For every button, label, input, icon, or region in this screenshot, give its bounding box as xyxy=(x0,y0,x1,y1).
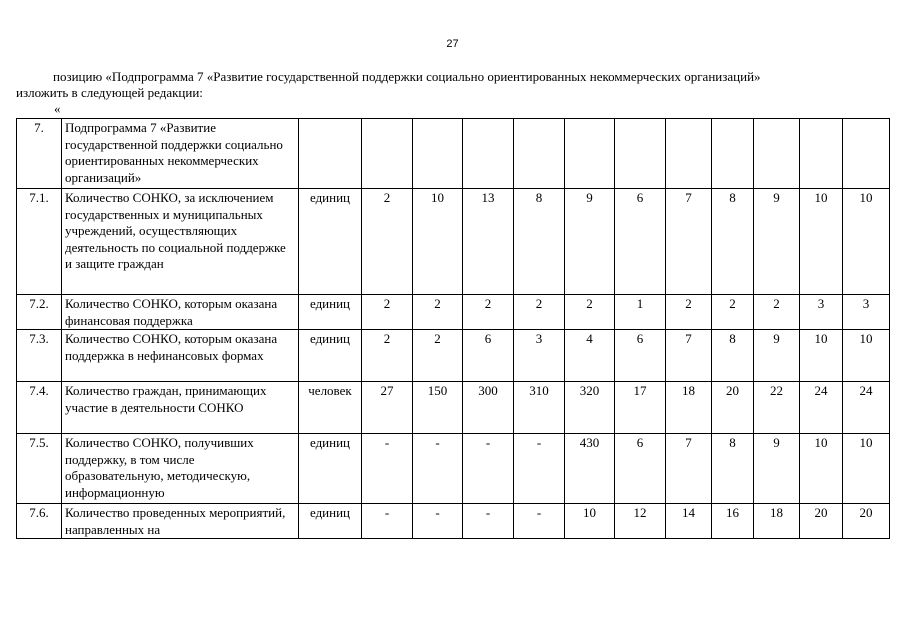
table-row xyxy=(17,504,890,539)
value-cell: 10 xyxy=(800,189,843,295)
indicator-name-cell: Количество СОНКО, которым оказана финансовая поддержка xyxy=(62,295,299,330)
value-cell: 2 xyxy=(754,295,800,330)
value-cell: 3 xyxy=(800,295,843,330)
unit-cell: человек xyxy=(299,382,362,434)
intro-line-2: изложить в следующей редакции: xyxy=(16,85,203,100)
row-number-cell: 7.1. xyxy=(17,189,62,295)
value-cell: 1 xyxy=(615,295,666,330)
value-cell: 320 xyxy=(565,382,615,434)
indicators-table xyxy=(16,118,890,539)
value-cell: 150 xyxy=(413,382,463,434)
value-cell: 2 xyxy=(666,295,712,330)
unit-cell: единиц xyxy=(299,434,362,504)
table-row xyxy=(17,295,890,330)
value-cell: - xyxy=(413,434,463,504)
value-cell: 18 xyxy=(754,504,800,539)
value-cell: 10 xyxy=(800,434,843,504)
value-cell: 3 xyxy=(843,295,890,330)
value-cell: 430 xyxy=(565,434,615,504)
value-cell xyxy=(463,119,514,189)
value-cell: 10 xyxy=(413,189,463,295)
table-body xyxy=(17,119,890,539)
value-cell: 20 xyxy=(712,382,754,434)
value-cell xyxy=(754,119,800,189)
value-cell: 3 xyxy=(514,330,565,382)
row-number-cell: 7.2. xyxy=(17,295,62,330)
value-cell: 20 xyxy=(843,504,890,539)
value-cell xyxy=(413,119,463,189)
value-cell: - xyxy=(463,434,514,504)
value-cell: 2 xyxy=(712,295,754,330)
page-number: 27 xyxy=(446,38,459,50)
value-cell: 9 xyxy=(754,330,800,382)
value-cell: 7 xyxy=(666,434,712,504)
row-number-cell: 7.3. xyxy=(17,330,62,382)
indicator-name-cell: Количество СОНКО, за исключением государственных и муниципальных учреждений, осуществляющих деятельность по социальной поддержке и защите граждан xyxy=(62,189,299,295)
value-cell: 2 xyxy=(413,295,463,330)
intro-line-1: позицию «Подпрограмма 7 «Развитие государственной поддержки социально ориентированных некоммерческих организаций» xyxy=(53,69,761,84)
value-cell: 2 xyxy=(362,189,413,295)
value-cell xyxy=(362,119,413,189)
value-cell: 27 xyxy=(362,382,413,434)
indicator-name-cell: Количество граждан, принимающих участие в деятельности СОНКО xyxy=(62,382,299,434)
value-cell: 8 xyxy=(514,189,565,295)
value-cell xyxy=(800,119,843,189)
value-cell: 9 xyxy=(565,189,615,295)
value-cell: 7 xyxy=(666,330,712,382)
indicator-name-cell: Количество проведенных мероприятий, направленных на xyxy=(62,504,299,539)
value-cell: 6 xyxy=(615,189,666,295)
value-cell: - xyxy=(514,504,565,539)
value-cell: 12 xyxy=(615,504,666,539)
value-cell: 10 xyxy=(843,330,890,382)
value-cell: 2 xyxy=(514,295,565,330)
value-cell: 10 xyxy=(800,330,843,382)
value-cell: 2 xyxy=(463,295,514,330)
unit-cell: единиц xyxy=(299,504,362,539)
value-cell: 6 xyxy=(463,330,514,382)
value-cell xyxy=(666,119,712,189)
opening-quote-mark: « xyxy=(54,101,61,116)
value-cell xyxy=(565,119,615,189)
unit-cell xyxy=(299,119,362,189)
value-cell xyxy=(843,119,890,189)
value-cell: 9 xyxy=(754,434,800,504)
value-cell: 310 xyxy=(514,382,565,434)
value-cell: 16 xyxy=(712,504,754,539)
value-cell xyxy=(712,119,754,189)
table-row xyxy=(17,382,890,434)
value-cell: 4 xyxy=(565,330,615,382)
row-number-cell: 7.6. xyxy=(17,504,62,539)
value-cell: 20 xyxy=(800,504,843,539)
value-cell: 10 xyxy=(565,504,615,539)
indicator-name-cell: Подпрограмма 7 «Развитие государственной поддержки социально ориентированных некоммерческих организаций» xyxy=(62,119,299,189)
value-cell: 14 xyxy=(666,504,712,539)
value-cell: 6 xyxy=(615,434,666,504)
intro-paragraph xyxy=(16,69,888,101)
table-row xyxy=(17,330,890,382)
value-cell: 10 xyxy=(843,434,890,504)
value-cell: 8 xyxy=(712,330,754,382)
value-cell: - xyxy=(514,434,565,504)
value-cell: 24 xyxy=(843,382,890,434)
value-cell: 10 xyxy=(843,189,890,295)
value-cell: 13 xyxy=(463,189,514,295)
value-cell: - xyxy=(413,504,463,539)
value-cell: 8 xyxy=(712,189,754,295)
value-cell: 2 xyxy=(362,330,413,382)
table-row xyxy=(17,434,890,504)
indicator-name-cell: Количество СОНКО, которым оказана поддержка в нефинансовых формах xyxy=(62,330,299,382)
value-cell: - xyxy=(362,434,413,504)
value-cell: 2 xyxy=(565,295,615,330)
value-cell: - xyxy=(463,504,514,539)
value-cell: 24 xyxy=(800,382,843,434)
value-cell: 9 xyxy=(754,189,800,295)
value-cell: 22 xyxy=(754,382,800,434)
value-cell: 300 xyxy=(463,382,514,434)
table-row xyxy=(17,189,890,295)
row-number-cell: 7. xyxy=(17,119,62,189)
value-cell: 18 xyxy=(666,382,712,434)
value-cell: - xyxy=(362,504,413,539)
value-cell: 2 xyxy=(362,295,413,330)
indicator-name-cell: Количество СОНКО, получивших поддержку, в том числе образовательную, методическую, информационную xyxy=(62,434,299,504)
value-cell: 6 xyxy=(615,330,666,382)
unit-cell: единиц xyxy=(299,295,362,330)
value-cell: 17 xyxy=(615,382,666,434)
value-cell: 8 xyxy=(712,434,754,504)
row-number-cell: 7.5. xyxy=(17,434,62,504)
row-number-cell: 7.4. xyxy=(17,382,62,434)
unit-cell: единиц xyxy=(299,330,362,382)
unit-cell: единиц xyxy=(299,189,362,295)
value-cell: 7 xyxy=(666,189,712,295)
value-cell xyxy=(615,119,666,189)
value-cell xyxy=(514,119,565,189)
table-row xyxy=(17,119,890,189)
value-cell: 2 xyxy=(413,330,463,382)
